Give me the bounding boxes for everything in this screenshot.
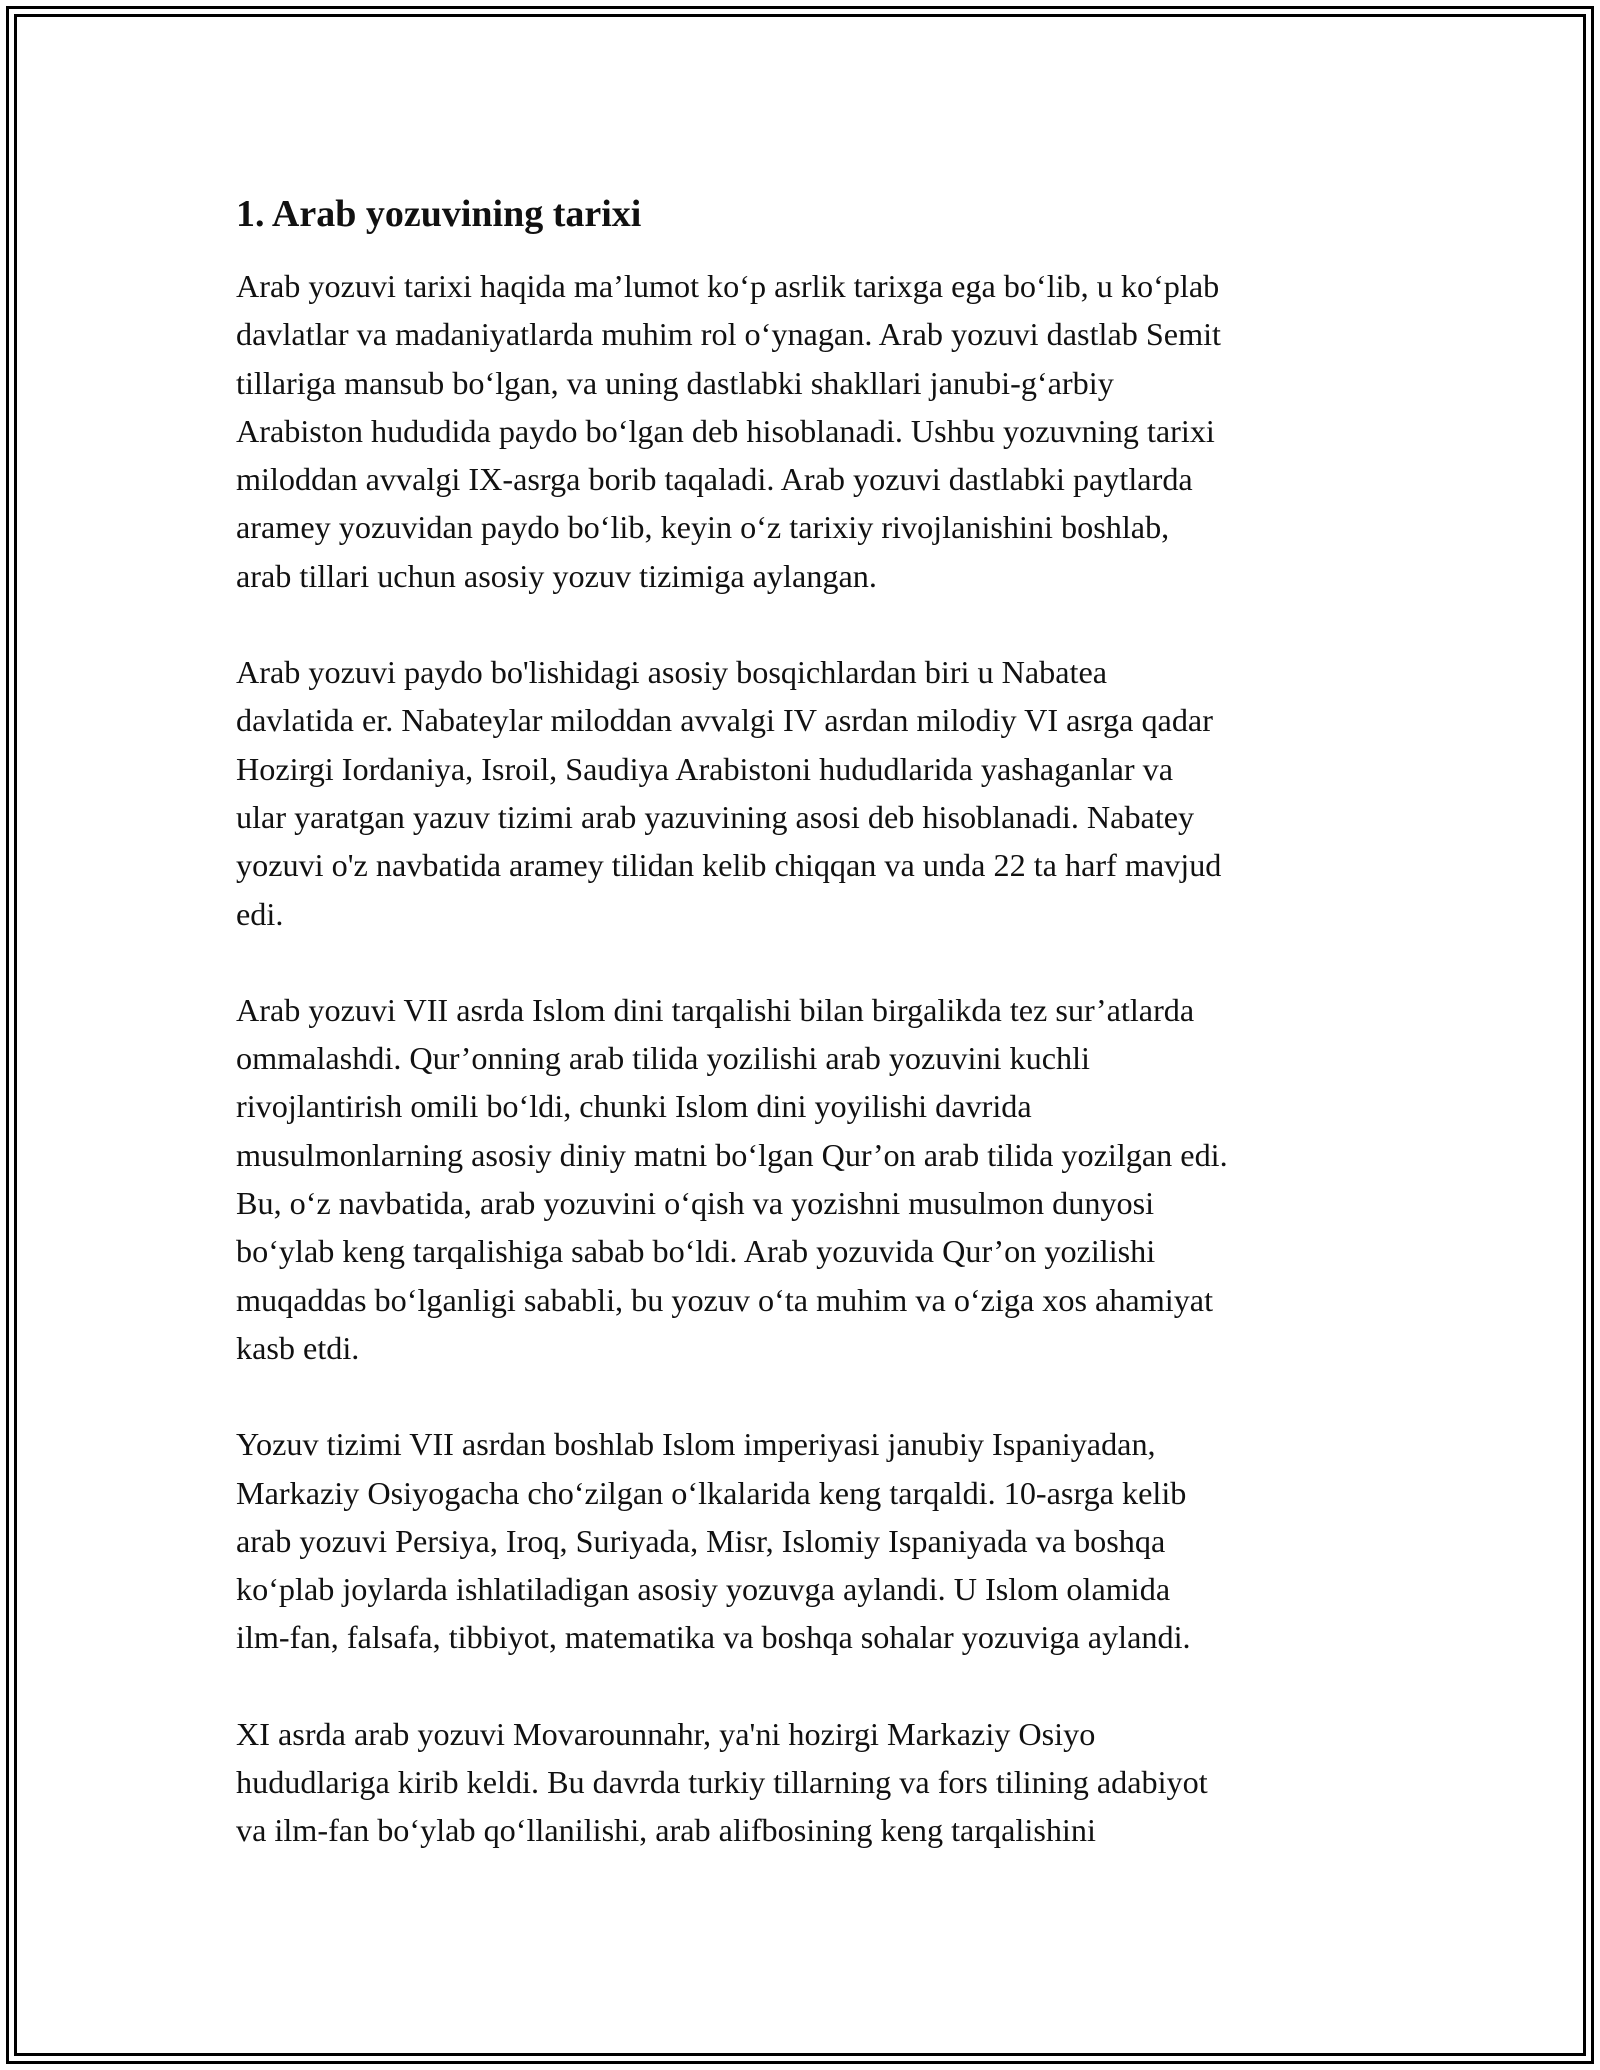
text-line: muqaddas bo‘lganligi sababli, bu yozuv o‘ta muhim va o‘ziga xos ahamiyat — [236, 1281, 1214, 1318]
text-line: tillariga mansub bo‘lgan, va uning dastlabki shakllari janubi-g‘arbiy — [236, 364, 1114, 401]
text-line: arab tillari uchun asosiy yozuv tizimiga aylangan. — [236, 557, 877, 594]
text-line: Arab yozuvi paydo bo'lishidagi asosiy bosqichlardan biri u Nabatea — [236, 654, 1108, 691]
text-line: hududlariga kirib keldi. Bu davrda turkiy tillarning va fors tilining adabiyot — [236, 1764, 1208, 1801]
text-line: Markaziy Osiyogacha cho‘zilgan o‘lkalarida keng tarqaldi. 10-asrga kelib — [236, 1474, 1187, 1511]
text-line: ommalashdi. Qur’onning arab tilida yozilishi arab yozuvini kuchli — [236, 1040, 1090, 1077]
text-line: musulmonlarning asosiy diniy matni bo‘lgan Qur’on arab tilida yozilgan edi. — [236, 1136, 1228, 1173]
text-line: miloddan avvalgi IX-asrga borib taqaladi. Arab yozuvi dastlabki paytlarda — [236, 461, 1193, 498]
text-line: yozuvi o'z navbatida aramey tilidan kelib chiqqan va unda 22 ta harf mavjud — [236, 847, 1222, 884]
paragraph-list — [236, 262, 1376, 1855]
text-line: Bu, o‘z navbatida, arab yozuvini o‘qish va yozishni musulmon dunyosi — [236, 1185, 1155, 1222]
text-line: Arab yozuvi tarixi haqida ma’lumot ko‘p asrlik tarixga ega bo‘lib, u ko‘plab — [236, 268, 1220, 304]
text-line: davlatida er. Nabateylar miloddan avvalgi IV asrdan milodiy VI asrga qadar — [236, 702, 1213, 739]
paragraph — [236, 986, 1376, 1372]
text-line: Arab yozuvi VII asrda Islom dini tarqalishi bilan birgalikda tez sur’atlarda — [236, 991, 1195, 1028]
section-heading: 1. Arab yozuvining tarixi — [236, 193, 642, 235]
text-line: ular yaratgan yazuv tizimi arab yazuvining asosi deb hisoblanadi. Nabatey — [236, 798, 1195, 835]
text-line: XI asrda arab yozuvi Movarounnahr, ya'ni hozirgi Markaziy Osiyo — [236, 1715, 1096, 1752]
text-line: edi. — [236, 895, 284, 932]
text-line: kasb etdi. — [236, 1329, 360, 1366]
text-line: rivojlantirish omili bo‘ldi, chunki Islom dini yoyilishi davrida — [236, 1088, 1032, 1125]
text-line: ilm-fan, falsafa, tibbiyot, matematika va boshqa sohalar yozuviga aylandi. — [236, 1619, 1191, 1656]
text-line: davlatlar va madaniyatlarda muhim rol o‘ynagan. Arab yozuvi dastlab Semit — [236, 316, 1222, 353]
text-line: ko‘plab joylarda ishlatiladigan asosiy yozuvga aylandi. U Islom olamida — [236, 1571, 1171, 1608]
text-line: arab yozuvi Persiya, Iroq, Suriyada, Misr, Islomiy Ispaniyada va boshqa — [236, 1522, 1166, 1559]
text-line: Hozirgi Iordaniya, Isroil, Saudiya Arabistoni hududlarida yashaganlar va — [236, 750, 1174, 787]
paragraph — [236, 648, 1376, 938]
text-line: aramey yozuvidan paydo bo‘lib, keyin o‘z tarixiy rivojlanishini boshlab, — [236, 509, 1170, 546]
paragraph — [236, 1420, 1376, 1661]
text-line: va ilm-fan bo‘ylab qo‘llanilishi, arab alifbosining keng tarqalishini — [236, 1812, 1096, 1849]
paragraph — [236, 1710, 1376, 1855]
paragraph — [236, 262, 1376, 600]
document-page — [236, 186, 1376, 1903]
text-line: Arabiston hududida paydo bo‘lgan deb hisoblanadi. Ushbu yozuvning tarixi — [236, 412, 1215, 449]
text-line: bo‘ylab keng tarqalishiga sabab bo‘ldi. Arab yozuvida Qur’on yozilishi — [236, 1233, 1156, 1270]
text-line: Yozuv tizimi VII asrdan boshlab Islom imperiyasi janubiy Ispaniyadan, — [236, 1426, 1156, 1463]
